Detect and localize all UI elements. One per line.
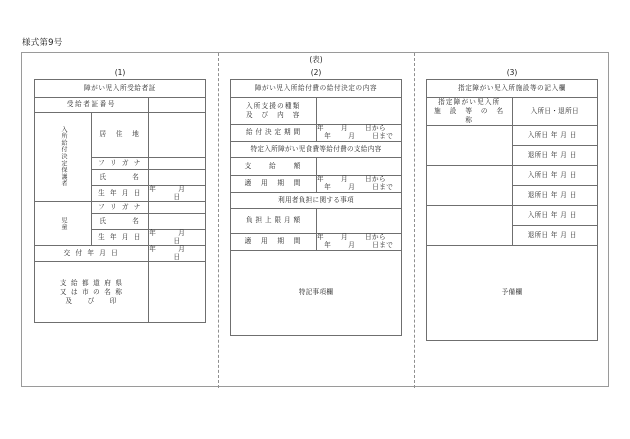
month-token: 月 bbox=[560, 150, 568, 159]
payment-amount-value[interactable] bbox=[316, 158, 402, 176]
table-row bbox=[231, 209, 402, 234]
table-row bbox=[35, 262, 206, 323]
table-row bbox=[35, 246, 206, 262]
issuer-label: 支 給 都 道 府 県 又 は 市 の 名 称 及 び 印 bbox=[35, 262, 149, 323]
admission-label: 入所日 bbox=[527, 170, 549, 179]
table-row bbox=[231, 80, 402, 98]
guardian-birthdate-label: 生 年 月 日 bbox=[92, 186, 149, 202]
table-row bbox=[35, 98, 206, 113]
panel-3-number: (3) bbox=[506, 68, 518, 77]
child-furigana-value[interactable] bbox=[149, 202, 206, 214]
month-token: 月 bbox=[560, 210, 568, 219]
panel-benefit-decision bbox=[218, 67, 414, 388]
year-token: 年 bbox=[149, 185, 157, 193]
month-token: 月 bbox=[348, 241, 356, 249]
table-row bbox=[427, 165, 598, 185]
food-benefit-band: 特定入所障がい児食費等給付費の支給内容 bbox=[231, 142, 402, 158]
discharge-date-tokens bbox=[551, 231, 585, 239]
admission-label: 入所日 bbox=[527, 130, 549, 139]
service-type-value[interactable] bbox=[316, 98, 402, 125]
child-birthdate-label: 生 年 月 日 bbox=[92, 230, 149, 246]
table-row bbox=[427, 245, 598, 340]
month-token: 月 bbox=[178, 229, 186, 238]
day-token: 日 bbox=[569, 130, 577, 139]
reserve-area[interactable] bbox=[427, 245, 598, 340]
issuer-value[interactable] bbox=[149, 262, 206, 323]
residence-value[interactable] bbox=[149, 113, 206, 158]
guardian-name-label: 氏 名 bbox=[92, 170, 149, 186]
discharge-date-tokens bbox=[551, 191, 585, 199]
year-token: 年 bbox=[324, 132, 332, 140]
year-token: 年 bbox=[324, 183, 332, 191]
panel-1-title: 障がい児入所受給者証 bbox=[35, 80, 206, 98]
month-token: 月 bbox=[560, 170, 568, 179]
month-token: 月 bbox=[560, 190, 568, 199]
month-token: 月 bbox=[178, 245, 186, 254]
table-row bbox=[35, 202, 206, 214]
year-token: 年 bbox=[550, 210, 558, 219]
guardian-birthdate-value[interactable] bbox=[149, 186, 206, 202]
discharge-date-tokens bbox=[551, 151, 585, 159]
form-number: 様式第9号 bbox=[22, 38, 63, 48]
payment-amount-label: 支 給 額 bbox=[231, 158, 317, 176]
year-token: 年 bbox=[149, 245, 157, 254]
year-token: 年 bbox=[149, 229, 157, 238]
child-name-value[interactable] bbox=[149, 214, 206, 230]
table-row bbox=[231, 98, 402, 125]
discharge-label: 退所日 bbox=[527, 230, 549, 239]
table-row bbox=[231, 176, 402, 193]
child-birthdate-value[interactable] bbox=[149, 230, 206, 246]
issue-date-label: 交 付 年 月 日 bbox=[35, 246, 149, 262]
issue-date-value[interactable] bbox=[149, 246, 206, 262]
year-token: 年 bbox=[550, 170, 558, 179]
residence-label: 居 住 地 bbox=[92, 113, 149, 158]
day-token: 日 bbox=[569, 190, 577, 199]
admission-date-tokens bbox=[551, 211, 585, 219]
discharge-label: 退所日 bbox=[527, 150, 549, 159]
year-token: 年 bbox=[550, 150, 558, 159]
panel-2-table bbox=[230, 79, 402, 336]
day-to-token: 日まで bbox=[372, 132, 394, 140]
table-row bbox=[427, 125, 598, 145]
panel-recipient-certificate bbox=[22, 67, 218, 388]
month-token: 月 bbox=[341, 124, 348, 133]
panel-2-title: 障がい児入所給付費の給付決定の内容 bbox=[231, 80, 402, 98]
day-token: 日 bbox=[569, 150, 577, 159]
table-row bbox=[231, 142, 402, 158]
table-row bbox=[427, 80, 598, 98]
facility-name-value-1[interactable] bbox=[427, 125, 513, 165]
panel-2-number: (2) bbox=[310, 68, 322, 77]
guardian-furigana-label: フ リ ガ ナ bbox=[92, 158, 149, 170]
reserve-label: 予備欄 bbox=[501, 287, 523, 296]
admission-cell-1[interactable] bbox=[512, 125, 598, 145]
day-from-token: 日から bbox=[365, 233, 386, 242]
day-token: 日 bbox=[173, 236, 181, 245]
panel-1-number: (1) bbox=[114, 68, 126, 77]
admission-cell-2[interactable] bbox=[512, 165, 598, 185]
discharge-label: 退所日 bbox=[527, 190, 549, 199]
user-burden-band: 利用者負担に関する事項 bbox=[231, 193, 402, 209]
guardian-furigana-value[interactable] bbox=[149, 158, 206, 170]
table-row bbox=[231, 193, 402, 209]
admission-date-tokens bbox=[551, 171, 585, 179]
table-row bbox=[427, 98, 598, 126]
day-from-token: 日から bbox=[365, 175, 386, 184]
burden-application-period-label: 適 用 期 間 bbox=[231, 234, 317, 251]
remarks-area[interactable] bbox=[231, 251, 402, 336]
panel-3-title: 指定障がい児入所施設等の記入欄 bbox=[427, 80, 598, 98]
cert-number-value[interactable] bbox=[149, 98, 206, 113]
decision-period-label: 給 付 決 定 期 間 bbox=[231, 125, 317, 142]
month-token: 月 bbox=[341, 233, 348, 242]
day-to-token: 日まで bbox=[372, 241, 394, 249]
panel-3-table bbox=[426, 79, 598, 341]
side-label-child: 児童 bbox=[35, 202, 92, 246]
facility-name-value-3[interactable] bbox=[427, 205, 513, 245]
admission-date-tokens bbox=[551, 131, 585, 139]
month-token: 月 bbox=[348, 183, 356, 191]
day-token: 日 bbox=[173, 192, 181, 201]
child-furigana-label: フ リ ガ ナ bbox=[92, 202, 149, 214]
day-token: 日 bbox=[569, 170, 577, 179]
panel-1-table bbox=[34, 79, 206, 323]
table-row bbox=[35, 113, 206, 158]
side-caption: (表) bbox=[309, 55, 323, 64]
table-row bbox=[427, 205, 598, 225]
discharge-cell-2[interactable] bbox=[512, 185, 598, 205]
year-token: 年 bbox=[317, 233, 324, 242]
guardian-name-value[interactable] bbox=[149, 170, 206, 186]
day-token: 日 bbox=[173, 252, 181, 261]
admission-cell-3[interactable] bbox=[512, 205, 598, 225]
discharge-cell-3[interactable] bbox=[512, 225, 598, 245]
day-to-token: 日まで bbox=[372, 183, 394, 191]
burden-cap-value[interactable] bbox=[316, 209, 402, 234]
cert-number-label: 受給者証番号 bbox=[35, 98, 149, 113]
admission-label: 入所日 bbox=[527, 210, 549, 219]
decision-period-value[interactable] bbox=[316, 125, 402, 142]
year-token: 年 bbox=[550, 190, 558, 199]
month-token: 月 bbox=[560, 230, 568, 239]
food-application-period-value[interactable] bbox=[316, 176, 402, 193]
food-application-period-label: 適 用 期 間 bbox=[231, 176, 317, 193]
facility-name-label: 指定障がい児入所 施 設 等 の 名 称 bbox=[427, 98, 513, 126]
month-token: 月 bbox=[341, 175, 348, 184]
month-token: 月 bbox=[560, 130, 568, 139]
facility-name-value-2[interactable] bbox=[427, 165, 513, 205]
certificate-sheet bbox=[21, 52, 609, 387]
panel-facility-entry bbox=[414, 67, 610, 388]
year-token: 年 bbox=[550, 230, 558, 239]
remarks-label: 特記事項欄 bbox=[298, 288, 334, 297]
service-type-label: 入所支援の種類 及 び 内 容 bbox=[231, 98, 317, 125]
day-from-token: 日から bbox=[365, 124, 386, 133]
year-token: 年 bbox=[317, 175, 324, 184]
day-token: 日 bbox=[569, 210, 577, 219]
year-token: 年 bbox=[317, 124, 324, 133]
month-token: 月 bbox=[348, 132, 356, 140]
discharge-cell-1[interactable] bbox=[512, 145, 598, 165]
month-token: 月 bbox=[178, 185, 186, 193]
dates-header-label: 入所日・退所日 bbox=[512, 98, 598, 126]
table-row bbox=[231, 158, 402, 176]
table-row bbox=[35, 80, 206, 98]
table-row bbox=[231, 125, 402, 142]
year-token: 年 bbox=[324, 241, 332, 249]
burden-cap-label: 負 担 上 限 月 額 bbox=[231, 209, 317, 234]
day-token: 日 bbox=[569, 230, 577, 239]
burden-application-period-value[interactable] bbox=[316, 234, 402, 251]
child-name-label: 氏 名 bbox=[92, 214, 149, 230]
table-row bbox=[231, 234, 402, 251]
table-row bbox=[231, 251, 402, 336]
side-label-guardian: 入所給付決定保護者 bbox=[35, 113, 92, 202]
year-token: 年 bbox=[550, 130, 558, 139]
